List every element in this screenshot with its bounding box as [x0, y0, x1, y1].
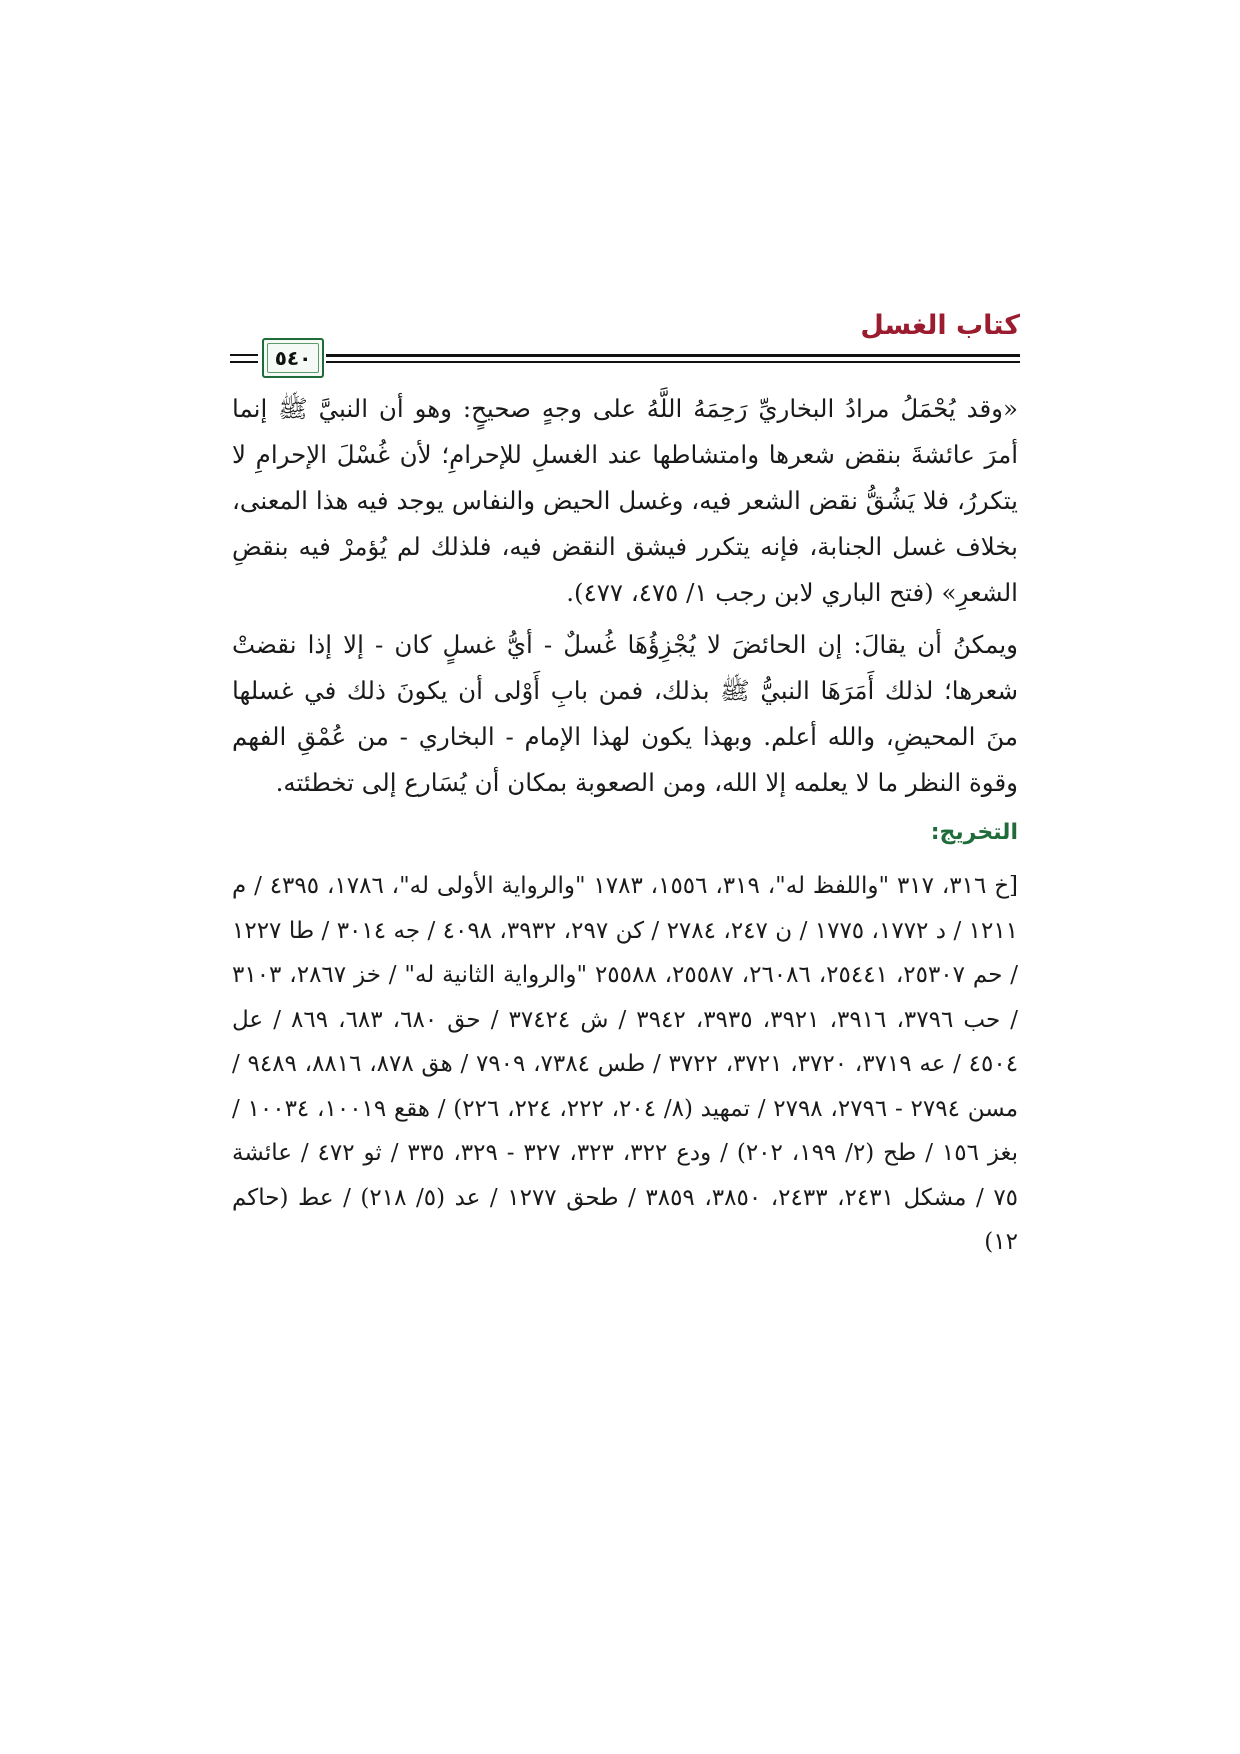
page-header: [230, 310, 1020, 372]
quoted-paragraph: «وقد يُحْمَلُ مرادُ البخاريِّ رَحِمَهُ اللَّهُ على وجهٍ صحيحٍ: وهو أن النبيَّ ﷺ إنما أمرَ عائشةَ بنقض شعرها وامتشاطها عند الغسلِ للإحرامِ؛ لأن غُسْلَ الإحرامِ لا يتكررُ، فلا يَشُقُّ نقض الشعر فيه، وغسل الحيض والنفاس يوجد فيه هذا المعنى، بخلاف غسل الجنابة، فإنه يتكرر فيشق النقض فيه، فلذلك لم يُؤمرْ فيه بنقضِ الشعرِ» (فتح الباري لابن رجب ١/ ٤٧٥، ٤٧٧).: [232, 394, 1018, 607]
header-rule-top: [326, 354, 1020, 357]
page-number: ٥٤٠: [274, 346, 312, 370]
takhrij-text: [خ ٣١٦، ٣١٧ "واللفظ له"، ٣١٩، ١٥٥٦، ١٧٨٣ "والرواية الأولى له"، ١٧٨٦، ٤٣٩٥ / م ١٢١١ / د ١٧٧٢، ١٧٧٥ / ن ٢٤٧، ٢٧٨٤ / كن ٢٩٧، ٣٩٣٢، ٤٠٩٨ / جه ٣٠١٤ / طا ١٢٢٧ / حم ٢٥٣٠٧، ٢٥٤٤١، ٢٦٠٨٦، ٢٥٥٨٧، ٢٥٥٨٨ "والرواية الثانية له" / خز ٢٨٦٧، ٣١٠٣ / حب ٣٧٩٦، ٣٩١٦، ٣٩٢١، ٣٩٣٥، ٣٩٤٢ / ش ٣٧٤٢٤ / حق ٦٨٠، ٦٨٣، ٨٦٩ / عل ٤٥٠٤ / عه ٣٧١٩، ٣٧٢٠، ٣٧٢١، ٣٧٢٢ / طس ٧٣٨٤، ٧٩٠٩ / هق ٨٧٨، ٨٨١٦، ٩٤٨٩ / مسن ٢٧٩٤ - ٢٧٩٦، ٢٧٩٨ / تمهيد (٨/ ٢٠٤، ٢٢٢، ٢٢٤، ٢٢٦) / هقع ١٠٠١٩، ١٠٠٣٤ / بغز ١٥٦ / طح (٢/ ١٩٩، ٢٠٢) / ودع ٣٢٢، ٣٢٣، ٣٢٧ - ٣٢٩، ٣٣٥ / ثو ٤٧٢ / عائشة ٧٥ / مشكل ٢٤٣١، ٢٤٣٣، ٣٨٥٠، ٣٨٥٩ / طحق ١٢٧٧ / عد (٥/ ٢١٨) / عط (حاكم ١٢): [232, 873, 1019, 1255]
page-number-frame: [262, 338, 324, 378]
chapter-title: كتاب الغسل: [860, 310, 1020, 341]
page-content: [232, 382, 1018, 1265]
header-rule-bottom: [326, 361, 1020, 363]
header-left-rules: [230, 354, 258, 363]
takhrij-heading: التخريج:: [930, 820, 1018, 845]
commentary-paragraph: ويمكنُ أن يقالَ: إن الحائضَ لا يُجْزِؤُهَا غُسلٌ - أيُّ غسلٍ كان - إلا إذا نقضتْ شعرها؛ لذلك أَمَرَهَا النبيُّ ﷺ بذلك، فمن بابِ أَوْلى أن يكونَ ذلك في غسلها منَ المحيضِ، والله أعلم. وبهذا يكون لهذا الإمام - البخاري - من عُمْقِ الفهم وقوة النظر ما لا يعلمه إلا الله، ومن الصعوبة بمكان أن يُسَارع إلى تخطئته.: [232, 630, 1018, 797]
